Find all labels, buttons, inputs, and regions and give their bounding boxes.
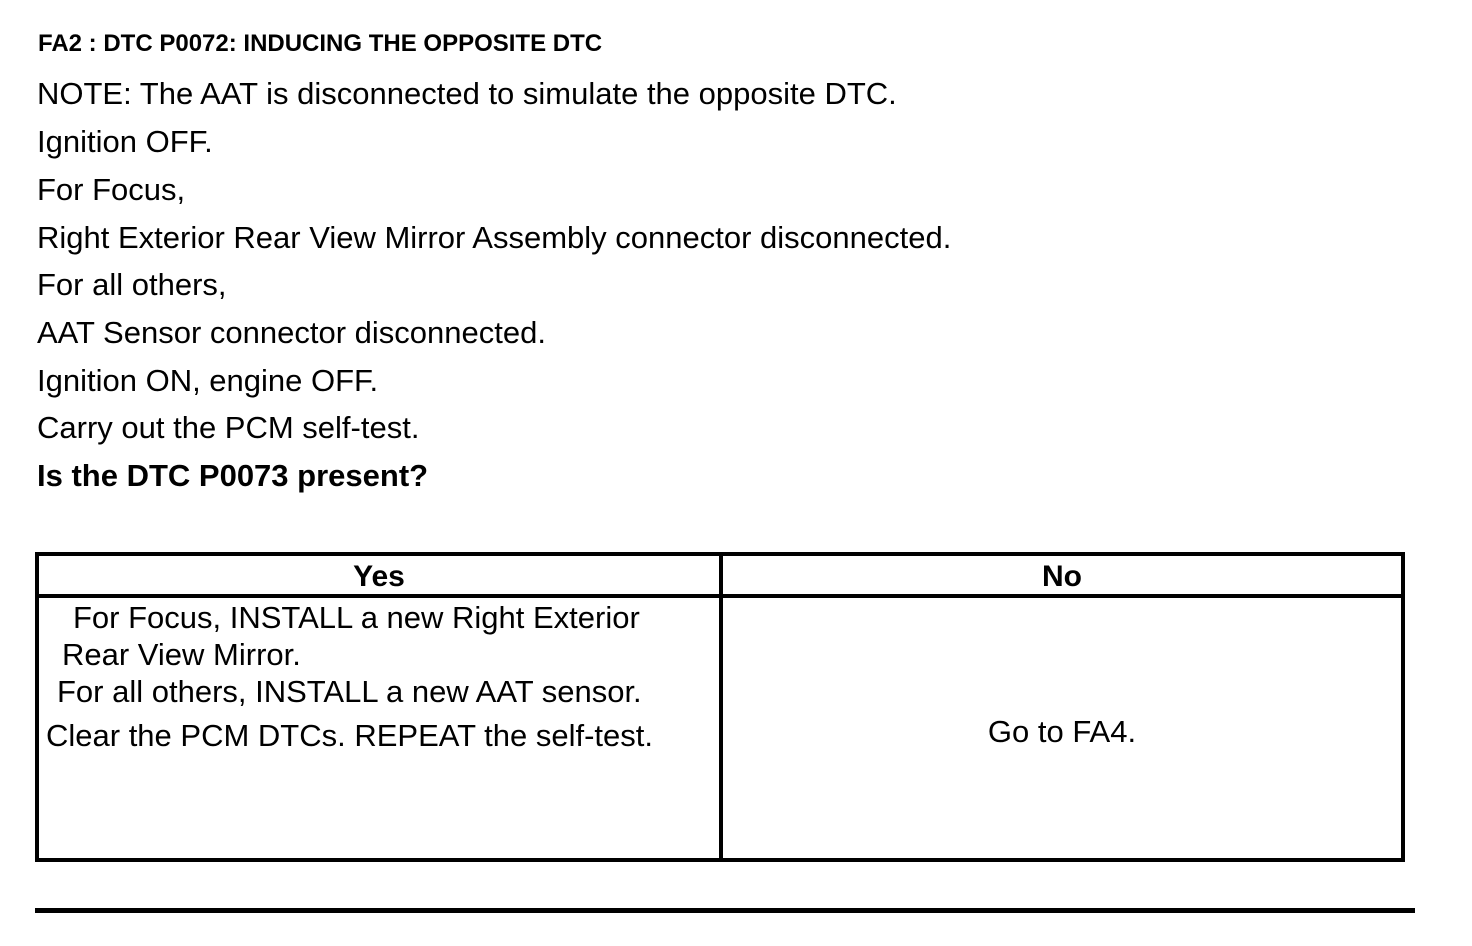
bottom-rule — [35, 908, 1415, 913]
header-yes: Yes — [353, 560, 405, 593]
header-rule — [39, 594, 1401, 598]
yes-cell-line-1: For Focus, INSTALL a new Right Exterior — [73, 600, 640, 635]
step-mirror-connector: Right Exterior Rear View Mirror Assembly connector disconnected. — [37, 220, 952, 255]
step-note: NOTE: The AAT is disconnected to simulate the opposite DTC. — [37, 76, 897, 111]
step-for-all-others: For all others, — [37, 267, 227, 302]
yes-cell-line-3: For all others, INSTALL a new AAT sensor. — [57, 674, 642, 709]
step-self-test: Carry out the PCM self-test. — [37, 410, 420, 445]
step-ignition-on: Ignition ON, engine OFF. — [37, 363, 379, 398]
yes-cell-line-2: Rear View Mirror. — [62, 637, 301, 672]
step-aat-connector: AAT Sensor connector disconnected. — [37, 315, 546, 350]
question-text: Is the DTC P0073 present? — [37, 458, 429, 493]
page-heading: FA2 : DTC P0072: INDUCING THE OPPOSITE DTC — [38, 30, 603, 57]
column-divider — [719, 556, 723, 858]
header-no: No — [1042, 560, 1082, 593]
result-table — [35, 552, 1405, 862]
step-for-focus: For Focus, — [37, 172, 186, 207]
no-cell-text: Go to FA4. — [987, 714, 1137, 749]
step-ignition-off: Ignition OFF. — [37, 124, 213, 159]
yes-cell-line-4: Clear the PCM DTCs. REPEAT the self-test. — [46, 718, 653, 753]
